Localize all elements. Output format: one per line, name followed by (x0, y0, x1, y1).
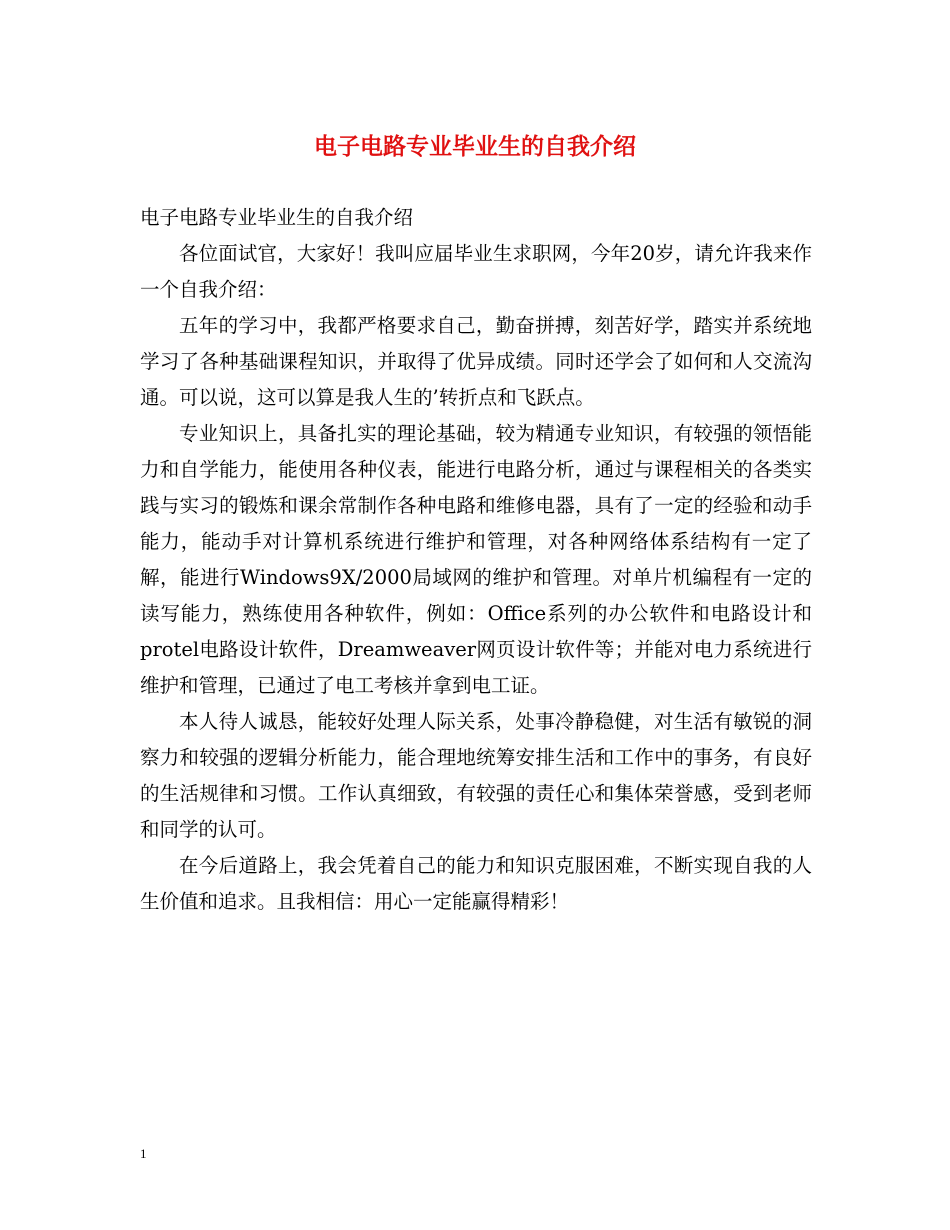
page-number: 1 (140, 1146, 147, 1161)
document-title: 电子电路专业毕业生的自我介绍 (314, 133, 636, 160)
paragraph-personality: 本人待人诚恳，能较好处理人际关系，处事冷静稳健，对生活有敏锐的洞察力和较强的逻辑分析能力，能合理地统筹安排生活和工作中的事务，有良好的生活规律和习惯。工作认真细致，有较强的责任心和集体荣誉感，受到老师和同学的认可。 (140, 710, 812, 841)
document-subtitle: 电子电路专业毕业生的自我介绍 (140, 206, 414, 229)
document-body (140, 200, 812, 920)
paragraph-skills: 专业知识上，具备扎实的理论基础，较为精通专业知识，有较强的领悟能力和自学能力，能使用各种仪表，能进行电路分析，通过与课程相关的各类实践与实习的锻炼和课余常制作各种电路和维修电器，具有了一定的经验和动手能力，能动手对计算机系统进行维护和管理，对各种网络体系结构有一定了解，能进行Windows9X/2000局域网的维护和管理。对单片机编程有一定的读写能力，熟练使用各种软件，例如：Office系列的办公软件和电路设计和protel电路设计软件，Dreamweaver网页设计软件等；并能对电力系统进行维护和管理，已通过了电工考核并拿到电工证。 (140, 422, 812, 697)
paragraph-greeting: 各位面试官，大家好！我叫应届毕业生求职网，今年20岁，请允许我来作一个自我介绍： (140, 242, 812, 301)
paragraph-study: 五年的学习中，我都严格要求自己，勤奋拼搏，刻苦好学，踏实并系统地学习了各种基础课程知识，并取得了优异成绩。同时还学会了如何和人交流沟通。可以说，这可以算是我人生的’转折点和飞跃点。 (140, 314, 812, 409)
paragraph-closing: 在今后道路上，我会凭着自己的能力和知识克服困难，不断实现自我的人生价值和追求。且我相信：用心一定能赢得精彩！ (140, 854, 812, 913)
